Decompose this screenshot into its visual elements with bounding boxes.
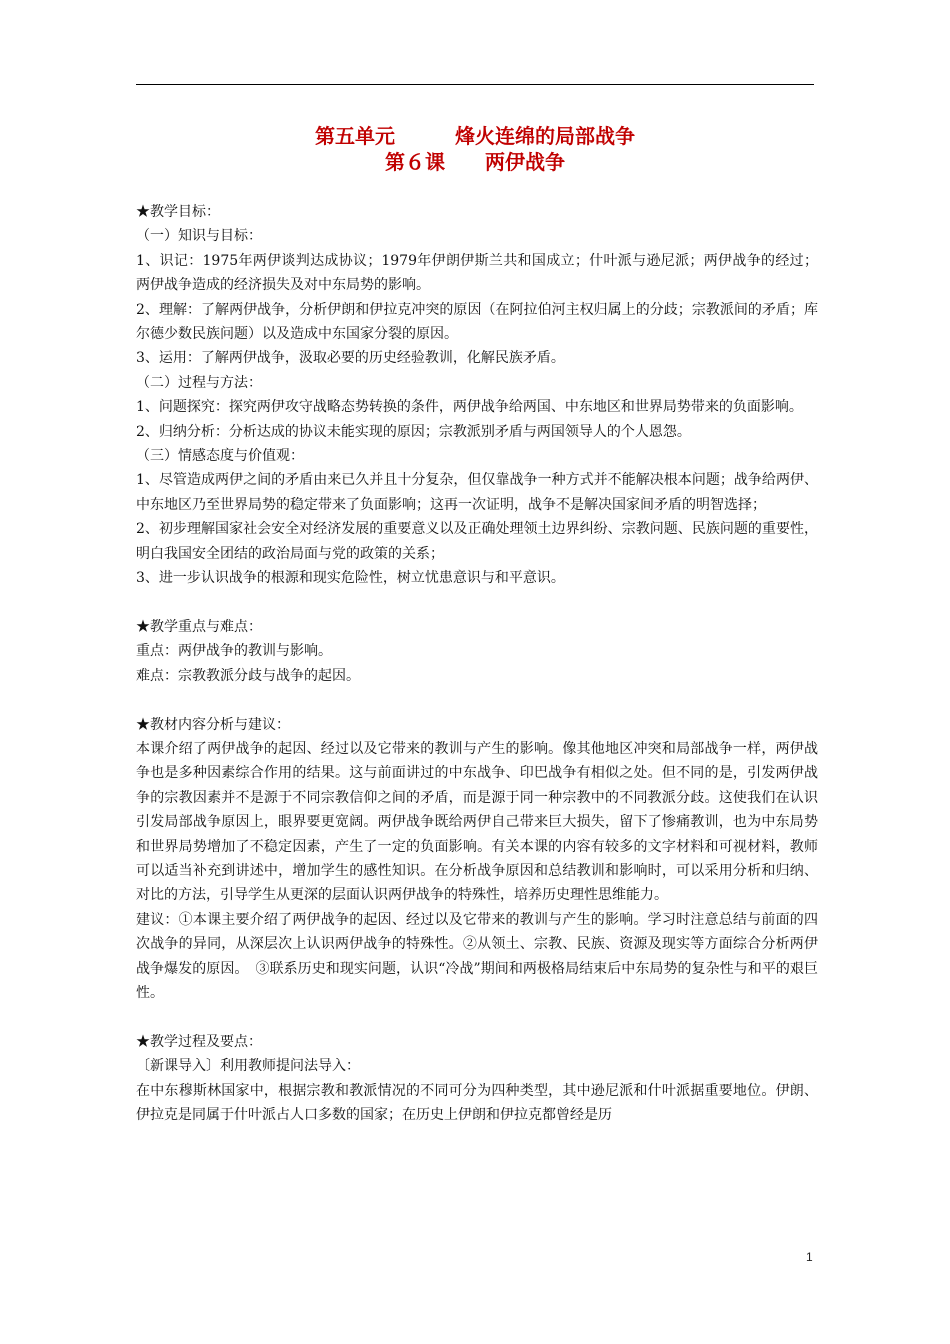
keypoints-heading: ★教学重点与难点：	[136, 618, 262, 635]
objectives-sub-knowledge: （一）知识与目标：	[136, 228, 262, 245]
section-gap	[136, 688, 818, 712]
intro-label: 〔新课导入〕利用教师提问法导入：	[136, 1058, 360, 1075]
analysis-heading: ★教材内容分析与建议：	[136, 716, 290, 733]
section-gap	[136, 1005, 818, 1029]
objective-item: 2、理解：了解两伊战争，分析伊朗和伊拉克冲突的原因（在阿拉伯河主权归属上的分歧；宗教派间的矛盾；库尔德少数民族问题）以及造成中东国家分裂的原因。	[136, 301, 818, 343]
document-body	[136, 200, 818, 1127]
intro-paragraph: 在中东穆斯林国家中，根据宗教和教派情况的不同可分为四种类型，其中逊尼派和什叶派据重要地位。伊朗、伊拉克是同属于什叶派占人口多数的国家；在历史上伊朗和伊拉克都曾经是历	[136, 1082, 818, 1123]
objectives-sub-process: （二）过程与方法：	[136, 374, 262, 391]
objective-item: 1、识记：1975年两伊谈判达成协议；1979年伊朗伊斯兰共和国成立；什叶派与逊尼派；两伊战争的经过；两伊战争造成的经济损失及对中东局势的影响。	[136, 252, 818, 294]
header-rule	[136, 84, 814, 85]
objective-item: 3、运用：了解两伊战争，汲取必要的历史经验教训，化解民族矛盾。	[136, 350, 565, 367]
objective-item: 1、问题探究：探究两伊攻守战略态势转换的条件，两伊战争给两国、中东地区和世界局势带来的负面影响。	[136, 399, 803, 416]
lesson-title: 第６课 两伊战争	[385, 150, 565, 174]
objective-item: 3、进一步认识战争的根源和现实危险性，树立忧患意识与和平意识。	[136, 570, 565, 587]
objective-item: 2、初步理解国家社会安全对经济发展的重要意义以及正确处理领土边界纠纷、宗教问题、民族问题的重要性，明白我国安全团结的政治局面与党的政策的关系；	[136, 521, 818, 562]
objectives-heading: ★教学目标：	[136, 204, 220, 220]
suggestion-paragraph: 建议：①本课主要介绍了两伊战争的起因、经过以及它带来的教训与产生的影响。学习时注意总结与前面的四次战争的异同，从深层次上认识两伊战争的特殊性。②从领土、宗教、民族、资源及现实等方面综合分析两伊战争爆发的原因。 ③联系历史和现实问题，认识“冷战”期间和两极格局结束后中东局势的复杂性与和平的艰巨性。	[136, 911, 818, 1001]
keypoint-difficulty: 难点：宗教教派分歧与战争的起因。	[136, 667, 360, 684]
objective-item: 1、尽管造成两伊之间的矛盾由来已久并且十分复杂，但仅靠战争一种方式并不能解决根本问题；战争给两伊、中东地区乃至世界局势的稳定带来了负面影响；这再一次证明，战争不是解决国家间矛盾的明智选择；	[136, 472, 818, 513]
keypoint-focus: 重点：两伊战争的教训与影响。	[136, 643, 332, 660]
unit-title: 第五单元 烽火连绵的局部战争	[315, 124, 635, 148]
objectives-sub-values: （三）情感态度与价值观：	[136, 448, 304, 465]
analysis-paragraph: 本课介绍了两伊战争的起因、经过以及它带来的教训与产生的影响。像其他地区冲突和局部战争一样，两伊战争也是多种因素综合作用的结果。这与前面讲过的中东战争、印巴战争有相似之处。但不同的是，引发两伊战争的宗教因素并不是源于不同宗教信仰之间的矛盾，而是源于同一种宗教中的不同教派分歧。这使我们在认识引发局部战争原因上，眼界要更宽阔。两伊战争既给两伊自己带来巨大损失，留下了惨痛教训，也为中东局势和世界局势增加了不稳定因素，产生了一定的负面影响。有关本课的内容有较多的文字材料和可视材料，教师可以适当补充到讲述中，增加学生的感性知识。在分析战争原因和总结教训和影响时，可以采用分析和归纳、对比的方法，引导学生从更深的层面认识两伊战争的特殊性，培养历史理性思维能力。	[136, 740, 818, 904]
objective-item: 2、归纳分析：分析达成的协议未能实现的原因；宗教派别矛盾与两国领导人的个人恩怨。	[136, 423, 691, 440]
page-number: 1	[806, 1250, 813, 1264]
section-gap	[136, 591, 818, 615]
process-heading: ★教学过程及要点：	[136, 1033, 262, 1050]
